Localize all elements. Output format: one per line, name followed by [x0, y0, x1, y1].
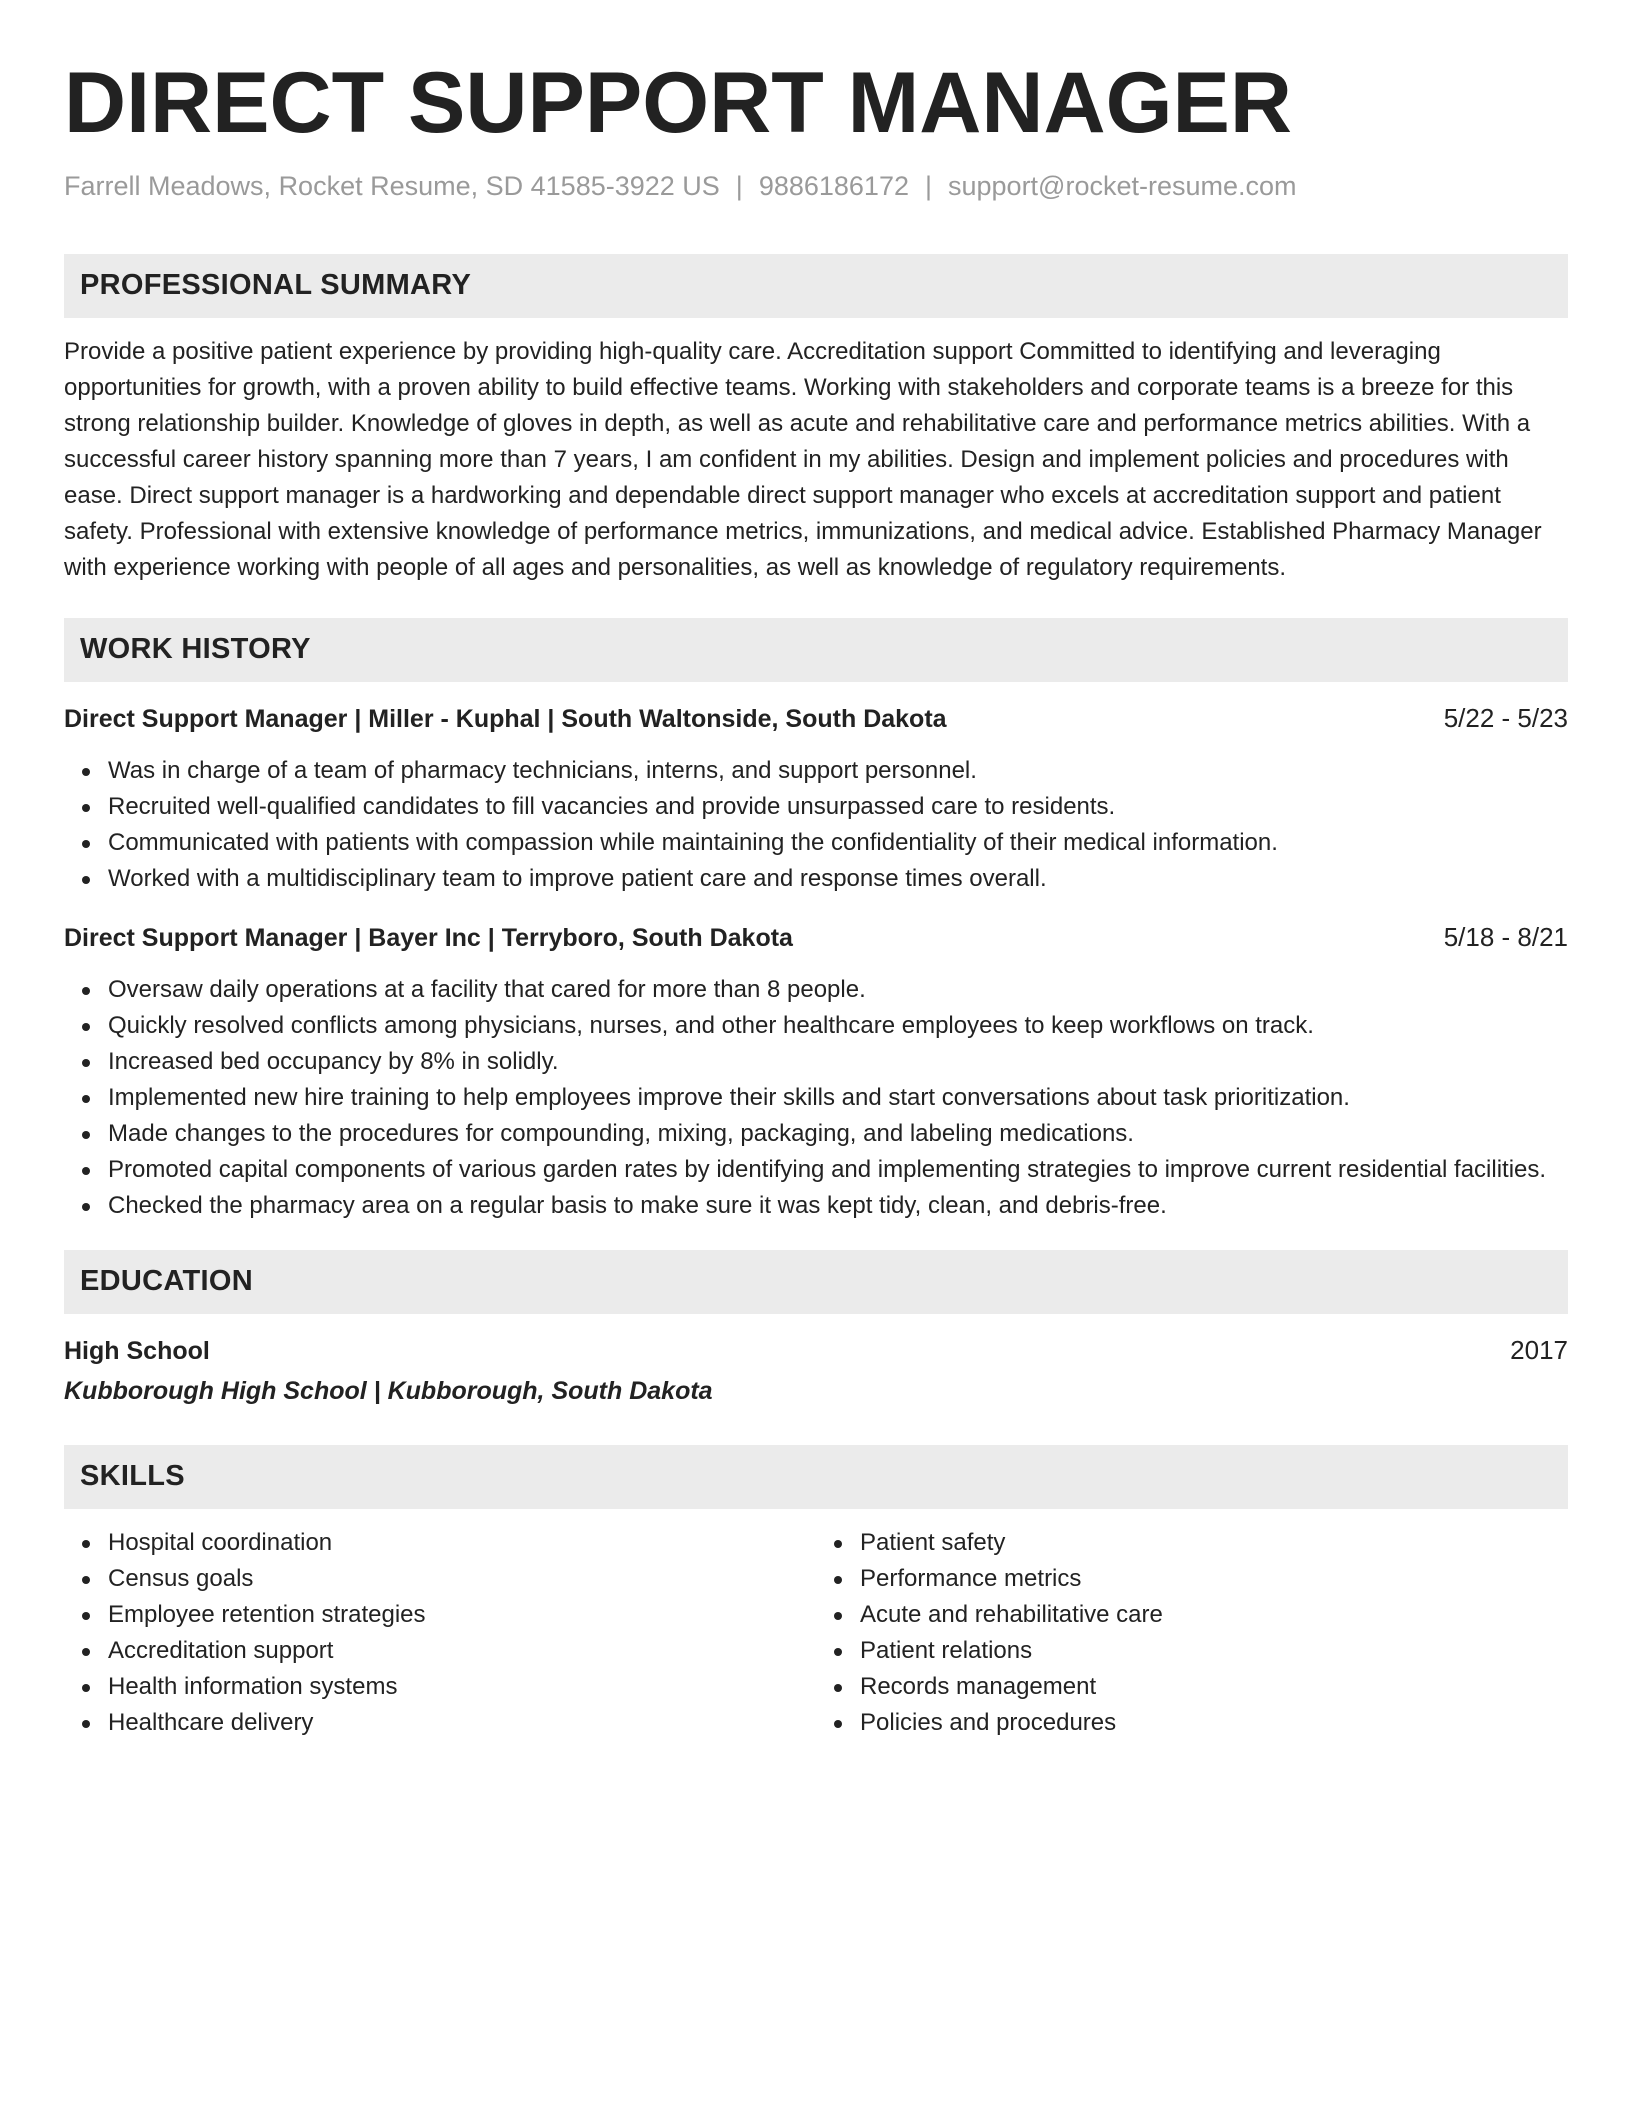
skills-column-left — [64, 1525, 816, 1741]
work-history-heading: WORK HISTORY — [64, 618, 1568, 682]
summary-heading: PROFESSIONAL SUMMARY — [64, 254, 1568, 318]
list-item: Hospital coordination — [64, 1525, 816, 1561]
list-item: Made changes to the procedures for compounding, mixing, packaging, and labeling medications. — [64, 1116, 1568, 1152]
contact-line — [64, 169, 1568, 204]
list-item: Health information systems — [64, 1669, 816, 1705]
list-item: Acute and rehabilitative care — [816, 1597, 1568, 1633]
list-item: Accreditation support — [64, 1633, 816, 1669]
job-dates: 5/18 - 8/21 — [1443, 921, 1568, 952]
job-bullets — [64, 753, 1568, 897]
job-entry — [64, 919, 1568, 1224]
list-item: Recruited well-qualified candidates to fill vacancies and provide unsurpassed care to residents. — [64, 789, 1568, 825]
skills-heading: SKILLS — [64, 1445, 1568, 1509]
list-item: Policies and procedures — [816, 1705, 1568, 1741]
list-item: Quickly resolved conflicts among physicians, nurses, and other healthcare employees to keep workflows on track. — [64, 1008, 1568, 1044]
resume-title: DIRECT SUPPORT MANAGER — [64, 55, 1292, 151]
contact-email: support@rocket-resume.com — [948, 170, 1297, 201]
education-header — [64, 1332, 1568, 1369]
job-bullets — [64, 972, 1568, 1224]
list-item: Oversaw daily operations at a facility that cared for more than 8 people. — [64, 972, 1568, 1008]
education-year: 2017 — [1510, 1334, 1568, 1365]
list-item: Employee retention strategies — [64, 1597, 816, 1633]
list-item: Performance metrics — [816, 1561, 1568, 1597]
list-item: Patient safety — [816, 1525, 1568, 1561]
education-heading: EDUCATION — [64, 1250, 1568, 1314]
list-item: Implemented new hire training to help employees improve their skills and start conversations about task prioritization. — [64, 1080, 1568, 1116]
job-title: Direct Support Manager | Bayer Inc | Terryboro, South Dakota — [64, 923, 793, 952]
education-school: Kubborough High School | Kubborough, South Dakota — [64, 1376, 713, 1405]
list-item: Healthcare delivery — [64, 1705, 816, 1741]
job-header — [64, 919, 1568, 956]
job-entry — [64, 700, 1568, 897]
contact-separator: | — [735, 170, 743, 201]
job-header — [64, 700, 1568, 737]
skills-column-right — [816, 1525, 1568, 1741]
contact-phone: 9886186172 — [758, 170, 909, 201]
list-item: Was in charge of a team of pharmacy technicians, interns, and support personnel. — [64, 753, 1568, 789]
list-item: Communicated with patients with compassion while maintaining the confidentiality of their medical information. — [64, 825, 1568, 861]
list-item: Worked with a multidisciplinary team to improve patient care and response times overall. — [64, 861, 1568, 897]
job-title: Direct Support Manager | Miller - Kuphal | South Waltonside, South Dakota — [64, 704, 947, 733]
list-item: Promoted capital components of various garden rates by identifying and implementing strategies to improve current residential facilities. — [64, 1152, 1568, 1188]
summary-text: Provide a positive patient experience by providing high-quality care. Accreditation support Committed to identifying and leveraging opportunities for growth, with a proven ability to build effective teams. Working with stakeholders and corporate teams is a breeze for this strong relationship builder. Knowledge of gloves in depth, as well as acute and rehabilitative care and performance metrics abilities. With a successful career history spanning more than 7 years, I am confident in my abilities. Design and implement policies and procedures with ease. Direct support manager is a hardworking and dependable direct support manager who excels at accreditation support and patient safety. Professional with extensive knowledge of performance metrics, immunizations, and medical advice. Established Pharmacy Manager with experience working with people of all ages and personalities, as well as knowledge of regulatory requirements. — [64, 337, 1542, 581]
list-item: Checked the pharmacy area on a regular basis to make sure it was kept tidy, clean, and debris-free. — [64, 1188, 1568, 1224]
list-item: Census goals — [64, 1561, 816, 1597]
skills-list — [64, 1525, 1568, 1741]
list-item: Increased bed occupancy by 8% in solidly. — [64, 1044, 1568, 1080]
list-item: Records management — [816, 1669, 1568, 1705]
job-dates: 5/22 - 5/23 — [1443, 702, 1568, 733]
education-entry — [64, 1332, 1568, 1409]
list-item: Patient relations — [816, 1633, 1568, 1669]
contact-separator: | — [924, 170, 932, 201]
education-degree: High School — [64, 1336, 210, 1365]
contact-address: Farrell Meadows, Rocket Resume, SD 41585-3922 US — [64, 170, 720, 201]
